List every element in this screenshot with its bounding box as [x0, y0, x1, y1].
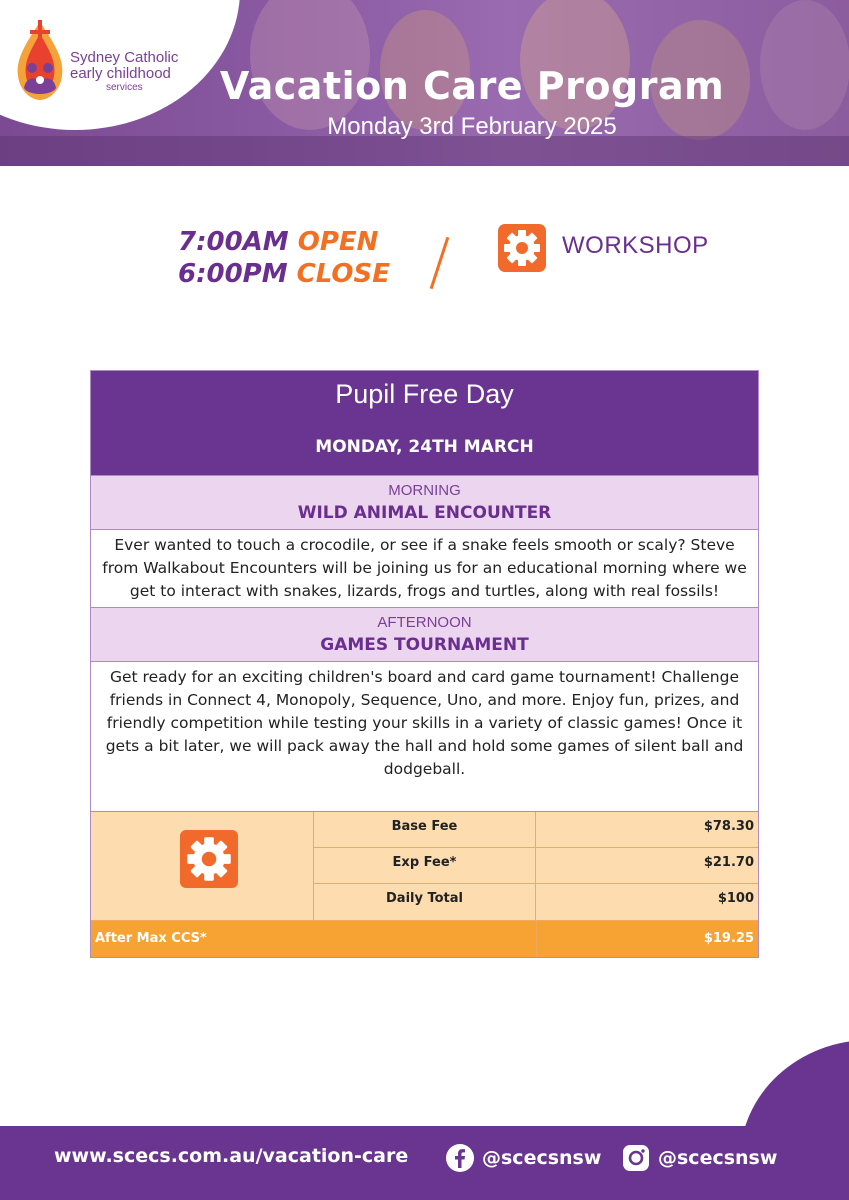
morning-title: WILD ANIMAL ENCOUNTER [297, 503, 552, 523]
instagram-link[interactable] [622, 1144, 777, 1172]
gear-icon [180, 830, 238, 888]
fee-row-exp [314, 848, 758, 884]
close-word: CLOSE [296, 259, 390, 289]
open-time: 7:00AM [178, 227, 289, 257]
close-time: 6:00PM [178, 259, 288, 289]
afternoon-header [91, 607, 758, 661]
workshop-label: WORKSHOP [562, 232, 709, 259]
open-word: OPEN [297, 227, 379, 257]
afternoon-title: GAMES TOURNAMENT [320, 635, 529, 655]
logo-line-2: early childhood [70, 65, 171, 82]
day-date: MONDAY, 24TH MARCH [315, 437, 534, 457]
fee-value: $21.70 [703, 855, 754, 870]
website-link[interactable]: www.scecs.com.au/vacation-care [54, 1145, 409, 1167]
opening-hours [178, 226, 390, 290]
logo-line-3: services [106, 82, 143, 93]
afternoon-description: Get ready for an exciting children's board and card game tournament! Challenge friends in Connect 4, Monopoly, Sequence, Uno, and more. Enjoy fun, prizes, and friendly competition while testing your skills in a variety of classic games! Once it gets a bit later, we will pack away the hall and hold some games of silent ball and dodgeball. [91, 661, 758, 811]
fee-value: $78.30 [703, 819, 754, 834]
page-title: Vacation Care Program [219, 64, 725, 108]
facebook-icon [446, 1144, 474, 1172]
afternoon-label: AFTERNOON [377, 614, 472, 631]
day-banner [91, 371, 758, 475]
fee-row-base [314, 812, 758, 848]
fee-icon-cell [91, 812, 314, 920]
page-subtitle: Monday 3rd February 2025 [327, 113, 617, 140]
fee-label: Daily Total [314, 884, 536, 920]
close-line [178, 258, 390, 290]
after-ccs-value: $19.25 [703, 931, 754, 946]
instagram-handle: @scecsnsw [658, 1147, 778, 1169]
header-banner [0, 0, 849, 166]
divider-slash [430, 237, 450, 289]
gear-icon [498, 224, 546, 272]
fee-value: $100 [717, 891, 754, 906]
open-line [178, 226, 390, 258]
morning-label: MORNING [388, 482, 461, 499]
instagram-icon [622, 1144, 650, 1172]
fee-label: Exp Fee* [314, 848, 536, 883]
logo-icon [12, 18, 68, 104]
program-card [90, 370, 759, 958]
facebook-handle: @scecsnsw [482, 1147, 602, 1169]
after-ccs-label: After Max CCS* [91, 921, 537, 957]
footer [0, 1126, 849, 1200]
logo-line-1: Sydney Catholic [70, 49, 179, 66]
logo-text [70, 50, 178, 94]
fee-label: Base Fee [314, 812, 536, 847]
morning-header [91, 475, 758, 529]
after-ccs-row [91, 920, 758, 957]
morning-description: Ever wanted to touch a crocodile, or see if a snake feels smooth or scaly? Steve from Walkabout Encounters will be joining us for an educational morning where we get to interact with snakes, lizards, frogs and turtles, along with real fossils! [91, 529, 758, 607]
day-heading: Pupil Free Day [335, 379, 514, 409]
fee-table [91, 811, 758, 920]
facebook-link[interactable] [446, 1144, 601, 1172]
fee-row-total [314, 884, 758, 920]
